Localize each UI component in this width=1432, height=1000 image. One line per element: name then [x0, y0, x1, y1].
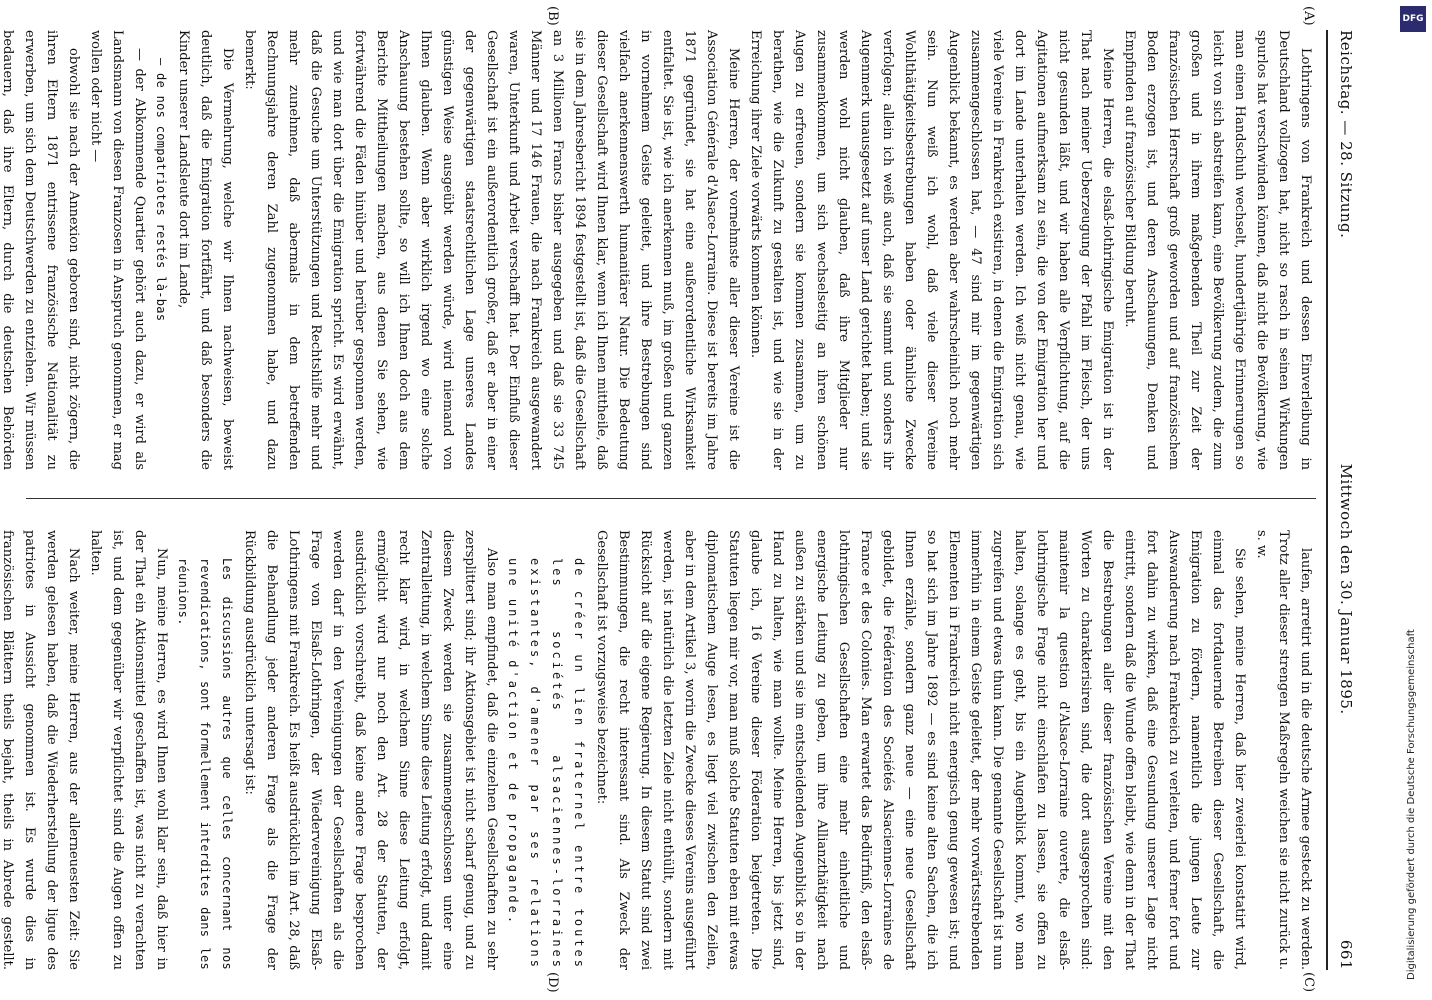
quoted-french: Les discussions autres que celles concernant nos revendications, sont formellement interdites dans les réunions. — [176, 558, 234, 970]
digitization-credit — [1392, 0, 1432, 1000]
left-column — [0, 30, 1316, 470]
margin-mark-a: (A) — [1301, 6, 1316, 26]
paragraph: Nun, meine Herren, es wird Ihnen wohl klar sein, daß hier in der That ein Aktionsmittel geschaffen ist, was nicht zu verachten ist, und dem gegenüber wir verpflichtet sind die Augen offen zu halten. — [88, 530, 169, 970]
margin-mark-d: (D) — [545, 972, 560, 993]
paragraph: Meine Herren, der vornehmste aller dieser Vereine ist die Association Générale d'Alsace-Lorraine. Diese ist bereits im Jahre 1871 gegründet, sie hat eine außerordentliche Wirksamkeit entfaltet. Sie ist, wie ich anerkennen muß, im großen und ganzen in vornehmem Geiste geleitet, und ihre Bestrebungen sind vielfach anerkennenswerth humanitärer Natur. Die Bedeutung dieser Gesellschaft wird Ihnen klar, wenn ich Ihnen mittheile, daß sie in dem Jahresbericht 1894 festgestellt ist, daß die Gesellschaft an 3 Millionen Francs bisher ausgegeben und daß sie 33 745 Männer und 17 146 Frauen, die nach Frankreich ausgewandert waren, Unterkunft und Arbeit verschafft hat. Der Einfluß dieser Gesellschaft ist ein außerordentlich großer, daß er aber in einer der gegenwärtigen staatsrechtlichen Lage unseres Landes günstigen Weise ausgeübt werden würde, wird niemand von Ihnen glauben. Wenn aber wirklich irgend wo eine solche Anschauung bestehen sollte, so will ich Ihnen doch aus dem Berichte Mittheilungen machen, aus denen Sie sehen, wie fortwährend die Fäden hinüber und herüber gesponnen werden, und wie man dort über die Emigration spricht. Es wird erwähnt, daß die Gesuche um Unterstützungen und Rechtshilfe mehr und mehr zunehmen, daß abermals in dem betreffenden Rechnungsjahre deren Zahl zugenommen habe, und dazu bemerkt: — [242, 30, 741, 470]
page-number: 661 — [1337, 939, 1355, 970]
right-column — [0, 530, 1316, 970]
column-divider — [26, 498, 1316, 499]
paragraph: Sie sehen, meine Herren, daß hier zweierlei konstatirt wird, einmal das fortdauernde Betreiben dieser Gesellschaft, die Emigration zu fördern, namentlich die jungen Leute zur Auswanderung nach Frankreich zu verleiten, und ferner fort und fort dahin zu wirken, daß eine Gesundung unserer Lage nicht eintritt, sondern daß die Wunde offen bleibt, wie denn in der That die Bestrebungen aller dieser französischen Vereine mit den Worten zu charakterisiren sind, die dort ausgesprochen sind: maintenir la question d'Alsace-Lorraine ouverte, die elsaß-lothringische Frage nicht einschlafen zu lassen, sie offen zu halten, solange es geht, bis ein Augenblick kommt, wo man zugreifen und etwas thun kann. Die genannte Gesellschaft ist nun immerhin in einem Geiste geleitet, der mehr vorwärtsstrebenden Elementen in Frankreich nicht energisch genug gewesen ist; und so hat sich im Jahre 1892 — es sind keine alten Sachen, die ich Ihnen erzähle, sondern ganz neue — eine neue Gesellschaft gebildet, die Fédération des Sociétés Alsaciennes-Lorraines de France et des Colonies. Man erwartet das Bedürfniß, den elsaß-lothringischen Gesellschaften eine mehr einheitliche und energische Leitung zu geben, um ihre Allianzthätigkeit nach außen zu stärken und sie im entscheidenden Augenblick so in der Hand zu halten, wie man wollte. Meine Herren, bis jetzt sind, glaube ich, 16 Vereine dieser Föderation beigetreten. Die Statuten liegen mir vor, man muß solche Statuten eben mit etwas diplomatischem Auge lesen, es liegt viel zwischen den Zeilen, aber in dem Artikel 3, worin die Zwecke dieses Vereins ausgeführt werden, ist natürlich die letzten Ziele nicht enthüllt, sondern mit Rücksicht auf die eigene Regierung. In diesem Statut sind zwei Bestimmungen, die recht interessant sind. Als Zweck der Gesellschaft ist vorzugsweise bezeichnet: — [594, 530, 1247, 970]
margin-mark-b: (B) — [545, 6, 560, 26]
paragraph: — der Abkommende Quartier gehört auch dazu, er wird als Landsmann von diesen Franzosen in Anspruch genommen, er mag wollen oder nicht — — [88, 30, 147, 470]
margin-mark-c: (C) — [1301, 972, 1316, 993]
header-left: Reichstag. — 28. Sitzung. — [1337, 30, 1355, 239]
paragraph: Lothringens von Frankreich und dessen Einverleibung in Deutschland vollzogen hat, nicht so rasch in seinen Wirkungen spurlos hat verschwinden können, daß nicht die Bevölkerung, wie man einen Handschuh wechselt, hundertjährige Erinnerungen so leicht von sich abstreifen kann, eine Bevölkerung zudem, die zum großen und in ihrem maßgebenden Theil zur Zeit der französischen Herrschaft groß geworden und auf französischem Boden erzogen ist, und deren Anschauungen, Denken und Empfinden auf französischer Bildung beruht. — [1122, 30, 1313, 470]
dfg-logo-icon: DFG — [1400, 6, 1426, 32]
quoted-french: de créer un lien fraternel entre toutes les sociétés alsaciennes-lorraines existantes, d'amener par ses relations une unité d'action et de propagande. — [506, 558, 586, 970]
paragraph: Nach weiter, meine Herren, aus der allerneuesten Zeit: Sie werden gelesen haben, daß die Wiederherstellung der ligue des patriotes in Aussicht genommen ist. Es wurde dies in französischen Blättern theils bejaht, theils in Abrede gestellt. — [0, 530, 81, 970]
paragraph: Also man empfindet, daß die einzelnen Gesellschaften zu sehr zersplittert sind; ihr Aktionsgebiet ist nicht scharf genug, und zu diesem Zweck werden sie zusammengeschlossen unter eine Zentralleitung, in welchem Sinne diese Leitung erfolgt, und damit recht klar wird, in welchem Sinne diese Leitung erfolgt, ermöglicht wird nur noch den Art. 28 der Statuten, der ausdrücklich vorschreibt, daß keine andere Frage besprochen werden darf in den Vereinigungen der Gesellschaften als die Frage von Elsaß-Lothringen, der Wiedervereinigung Elsaß-Lothringens mit Frankreich. Es heißt ausdrücklich im Art. 28, daß die Behandlung jeder anderen Frage als die Frage der Rückbildung ausdrücklich untersagt ist: — [242, 530, 499, 970]
header-center: Mittwoch den 30. Januar 1895. — [1337, 463, 1355, 715]
paragraph: obwohl sie nach der Annexion geboren sind, nicht zögern, die ihren Eltern 1871 entrissene französische Nationalität zu erwerben, um sich dem Deutschwerden zu entziehen. Wir müssen bedauern, daß ihre Eltern, durch die deutschen Behörden — [0, 30, 81, 470]
page-header — [1332, 30, 1360, 970]
paragraph: laufen, arretirt und in die deutsche Armee gesteckt zu werden. Trotz aller dieser strengen Maßregeln weichen sie nicht zurück u. s. w. — [1254, 530, 1313, 970]
quoted-french: — de nos compatriotes restés là-bas — [154, 58, 168, 322]
header-rule — [1326, 30, 1328, 970]
credit-text: Digitalisierung gefördert durch die Deutsche Forschungsgemeinschaft — [1406, 629, 1417, 980]
paragraph: Meine Herren, die elsaß-lothringische Emigration ist in der That nach meiner Ueberzeugung der Pfahl im Fleisch, der uns nicht gesunden läßt, und wir haben alle Verpflichtung, auf die Agitationen aufmerksam zu sein, die von der Emigration her und dort im Lande unterhalten werden. Ich weiß nicht genau, wie viele Vereine in Frankreich existiren, in denen die Emigration sich zusammengeschlossen hat, — 47 sind mir im gegenwärtigen Augenblick bekannt, es werden aber wahrscheinlich noch mehr sein. Nun weiß ich wohl, daß viele dieser Vereine Wohlthätigkeitsbestrebungen haben oder ähnliche Zwecke verfolgen; allein ich weiß auch, daß sie sammt und sonders ihr Augenmerk unausgesetzt auf unser Land gerichtet haben; und sie werden wohl nicht glauben, daß ihre Mitglieder nur zusammenkommen, um sich wechselseitig an ihren schönen Augen zu erfreuen, sondern sie kommen zusammen, um zu berathen, wie die Zukunft zu gestalten ist, und wie sie in der Erreichung ihrer Ziele vorwärts kommen können. — [748, 30, 1115, 470]
paragraph: Die Vermehrung, welche wir Ihnen nachweisen, beweist deutlich, daß die Emigration fortfährt, und daß besonders die Kinder unserer Landsleute dort im Lande, — [176, 30, 235, 470]
